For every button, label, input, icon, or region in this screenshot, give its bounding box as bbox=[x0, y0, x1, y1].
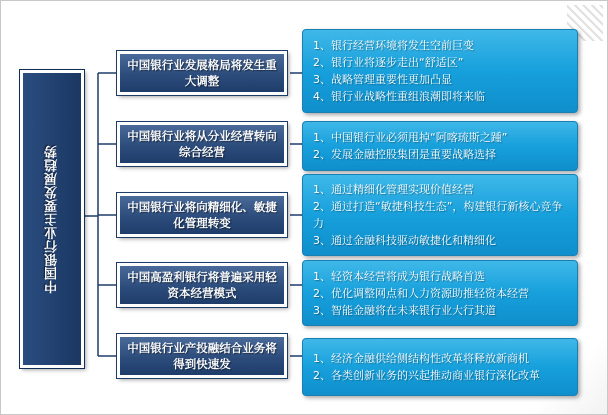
detail-item: 4、银行业战略性重组浪潮即将来临 bbox=[313, 90, 485, 103]
root-node bbox=[20, 70, 84, 368]
detail-box-3 bbox=[302, 174, 578, 256]
detail-item: 3、通过金融科技驱动敏捷化和精细化 bbox=[313, 234, 496, 247]
branch-node-1 bbox=[117, 51, 287, 95]
detail-item: 1、通过精细化管理实现价值经营 bbox=[313, 183, 474, 196]
detail-item: 1、中国银行业必须甩掉“阿喀琉斯之踵” bbox=[313, 131, 508, 144]
detail-item: 3、战略管理重要性更加凸显 bbox=[313, 73, 452, 86]
root-label: 中国银行业主要发展趋势 bbox=[44, 144, 60, 294]
branch-node-2 bbox=[117, 122, 287, 166]
detail-box-5 bbox=[302, 338, 578, 396]
branch-node-4 bbox=[117, 263, 287, 307]
branch-title: 中国银行业将从分业经营转向综合经营 bbox=[127, 129, 277, 159]
detail-item: 2、通过打造“敏捷科技生态”，构建银行新核心竞争力 bbox=[313, 200, 563, 230]
detail-box-1 bbox=[302, 29, 578, 113]
detail-item: 3、智能金融将在未来银行业大行其道 bbox=[313, 303, 496, 317]
detail-item: 2、优化调整网点和人力资源助推轻资本经营 bbox=[313, 286, 529, 300]
branch-title: 中国银行业将向精细化、敏捷化管理转变 bbox=[127, 200, 277, 230]
detail-box-4 bbox=[302, 260, 578, 326]
detail-item: 1、轻资本经营将成为银行战略首选 bbox=[313, 269, 485, 283]
branch-node-3 bbox=[117, 193, 287, 237]
detail-item: 1、银行经营环境将发生空前巨变 bbox=[313, 39, 474, 52]
branch-node-5 bbox=[117, 334, 287, 378]
detail-item: 2、发展金融控股集团是重要战略选择 bbox=[313, 148, 496, 161]
branch-title: 中国银行业发展格局将发生重大调整 bbox=[127, 58, 277, 88]
detail-item: 1、经济金融供给侧结构性改革将释放新商机 bbox=[313, 352, 529, 365]
detail-item: 2、各类创新业务的兴起推动商业银行深化改革 bbox=[313, 369, 540, 382]
branch-title: 中国高盈利银行将普遍采用轻资本经营模式 bbox=[127, 270, 277, 300]
detail-item: 2、银行业将逐步走出“舒适区” bbox=[313, 56, 464, 69]
branch-title: 中国银行业产投融结合业务将得到快速发 bbox=[127, 341, 277, 371]
detail-box-2 bbox=[302, 121, 578, 171]
